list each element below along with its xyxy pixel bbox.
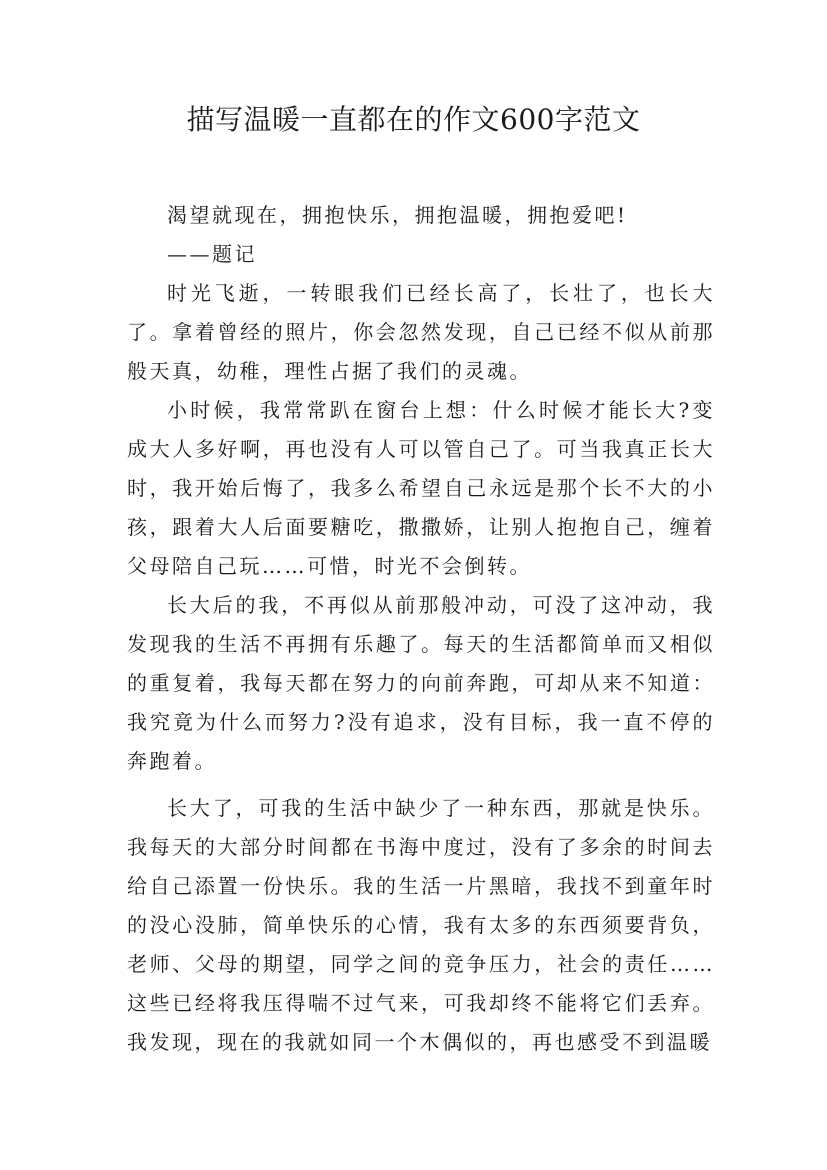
document-body <box>127 196 715 1062</box>
paragraph-4: 长大了，可我的生活中缺少了一种东西，那就是快乐。我每天的大部分时间都在书海中度过，没有了多余的时间去给自己添置一份快乐。我的生活一片黑暗，我找不到童年时的没心没肺，简单快乐的心情，我有太多的东西须要背负，老师、父母的期望，同学之间的竞争压力，社会的责任……这些已经将我压得喘不过气来，可我却终不能将它们丢弃。我发现，现在的我就如同一个木偶似的，再也感受不到温暖 <box>127 796 715 1054</box>
paragraph-epigraph-attribution: ——题记 <box>167 242 257 266</box>
paragraph-3: 长大后的我，不再似从前那般冲动，可没了这冲动，我发现我的生活不再拥有乐趣了。每天的生活都简单而又相似的重复着，我每天都在努力的向前奔跑，可却从来不知道：我究竟为什么而努力?没有追求，没有目标，我一直不停的奔跑着。 <box>127 593 715 773</box>
paragraph-1: 时光飞逝，一转眼我们已经长高了，长壮了，也长大了。拿着曾经的照片，你会忽然发现，自己已经不似从前那般天真，幼稚，理性占据了我们的灵魂。 <box>127 281 715 383</box>
paragraph-epigraph: 渴望就现在，拥抱快乐，拥抱温暖，拥抱爱吧! <box>167 203 628 227</box>
paragraph-2: 小时候，我常常趴在窗台上想：什么时候才能长大?变成大人多好啊，再也没有人可以管自己了。可当我真正长大时，我开始后悔了，我多么希望自己永远是那个长不大的小孩，跟着大人后面要糖吃，撒撒娇，让别人抱抱自己，缠着父母陪自己玩……可惜，时光不会倒转。 <box>127 398 715 578</box>
document-title: 描写温暖一直都在的作文600字范文 <box>186 103 641 136</box>
